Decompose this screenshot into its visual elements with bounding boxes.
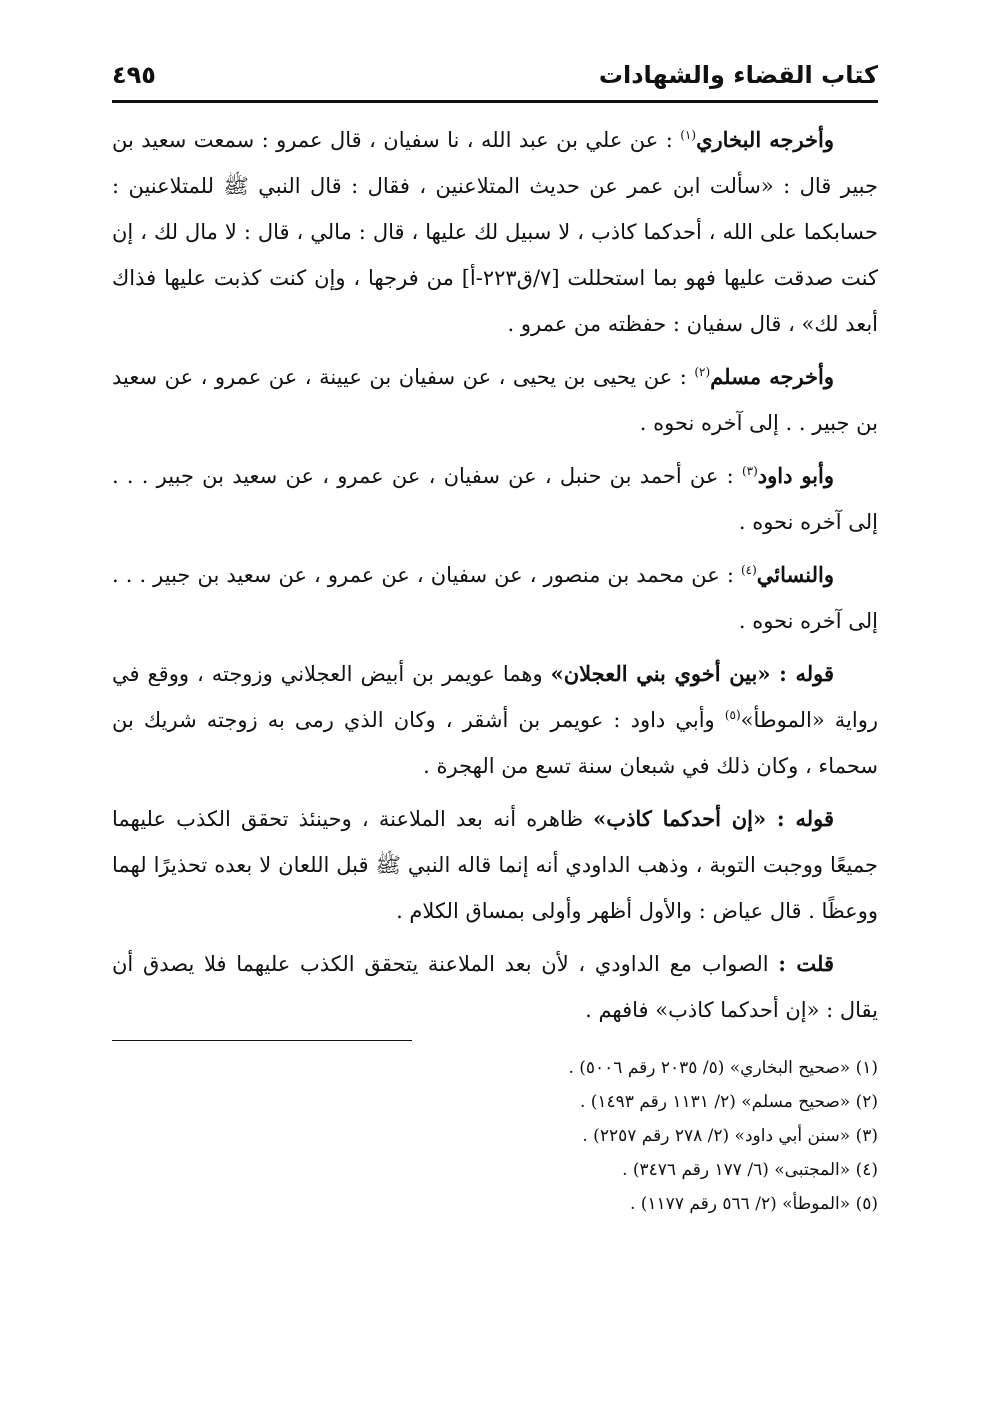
paragraph-lead: وأخرجه البخاري: [696, 127, 835, 152]
paragraph-abu-dawud: [112, 453, 878, 545]
paragraph-text: : عن أحمد بن حنبل ، عن سفيان ، عن عمرو ، عن سعيد بن جبير . . . إلى آخره نحوه .: [112, 464, 878, 534]
footnote-rule: [112, 1040, 412, 1041]
footnote-item: (٢) «صحيح مسلم» (٢/ ١١٣١ رقم ١٤٩٣) .: [579, 1092, 878, 1112]
footnote-ref[interactable]: (٢): [694, 365, 711, 379]
paragraph-bukhari: [112, 117, 878, 347]
paragraph-ajlan: [112, 651, 878, 789]
footnote-item: (٣) «سنن أبي داود» (٢/ ٢٧٨ رقم ٢٢٥٧) .: [582, 1126, 878, 1146]
paragraph-nasai: [112, 552, 878, 644]
footnote-item: (٥) «الموطأ» (٢/ ٥٦٦ رقم ١١٧٧) .: [629, 1194, 878, 1214]
page-number: ٤٩٥: [112, 61, 156, 89]
paragraph-qultu: [112, 941, 878, 1033]
paragraph-kadhib: [112, 796, 878, 934]
paragraph-lead: وأخرجه مسلم: [710, 364, 834, 389]
paragraph-lead: قوله : «بين أخوي بني العجلان»: [550, 661, 834, 686]
paragraph-text: الصواب مع الداودي ، لأن بعد الملاعنة يتحقق الكذب عليهما فلا يصدق أن يقال : «إن أحدكما كاذب» فافهم .: [112, 952, 878, 1022]
footnote-item: (١) «صحيح البخاري» (٥/ ٢٠٣٥ رقم ٥٠٠٦) .: [568, 1058, 878, 1078]
footnote-ref[interactable]: (٣): [741, 464, 758, 478]
book-title: كتاب القضاء والشهادات: [598, 61, 878, 89]
paragraph-text: ظاهره أنه بعد الملاعنة ، وحينئذ تحقق الكذب عليهما جميعًا ووجبت التوبة ، وذهب الداودي أنه إنما قاله النبي ﷺ قبل اللعان لا بعده تحذيرًا لهما ووعظًا . قال عياض : والأول أظهر وأولى بمساق الكلام .: [112, 807, 878, 923]
footnotes: [112, 1051, 878, 1221]
paragraph-text: : عن يحيى بن يحيى ، عن سفيان بن عيينة ، عن عمرو ، عن سعيد بن جبير . . إلى آخره نحوه .: [112, 365, 878, 435]
paragraph-text: وأبي داود : عويمر بن أشقر ، وكان الذي رمى به زوجته شريك بن سحماء ، وكان ذلك في شبعان سنة تسع من الهجرة .: [112, 708, 878, 778]
paragraph-text: : عن محمد بن منصور ، عن سفيان ، عن عمرو ، عن سعيد بن جبير . . . إلى آخره نحوه .: [112, 563, 878, 633]
footnote-ref[interactable]: (٤): [740, 563, 757, 577]
footnote-ref[interactable]: (٥): [724, 708, 741, 722]
paragraph-text: وهما عويمر بن أبيض العجلاني وزوجته ، ووقع في رواية «الموطأ»: [112, 662, 878, 732]
footnote-separator: [112, 1040, 878, 1041]
paragraph-muslim: [112, 354, 878, 446]
paragraph-lead: قوله : «إن أحدكما كاذب»: [593, 806, 834, 831]
paragraph-text: : عن علي بن عبد الله ، نا سفيان ، قال عمرو : سمعت سعيد بن جبير قال : «سألت ابن عمر عن حديث المتلاعنين ، فقال : قال النبي ﷺ للمتلاعنين : حسابكما على الله ، أحدكما كاذب ، لا سبيل لك عليها ، قال : مالي ، قال : لا مال لك ، إن كنت صدقت عليها فهو بما استحللت [٧/ق٢٢٣-أ] من فرجها ، وإن كنت كذبت عليها فذاك أبعد لك» ، قال سفيان : حفظته من عمرو .: [112, 128, 878, 336]
paragraph-lead: وأبو داود: [757, 463, 834, 488]
header-rule: [112, 100, 878, 103]
paragraph-lead: والنسائي: [756, 562, 834, 587]
running-header: [112, 56, 878, 100]
footnote-ref[interactable]: (١): [680, 128, 697, 142]
footnote-item: (٤) «المجتبى» (٦/ ١٧٧ رقم ٣٤٧٦) .: [622, 1160, 878, 1180]
paragraph-lead: قلت :: [778, 951, 834, 976]
